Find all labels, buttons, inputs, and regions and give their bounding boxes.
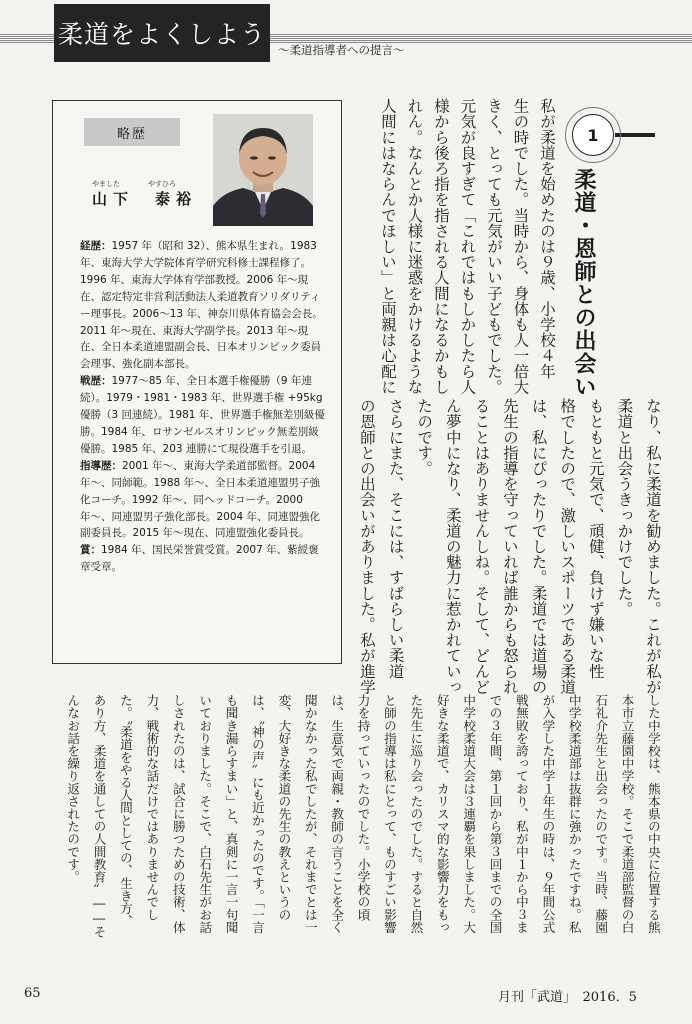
bio-entry-label: 経歴： (80, 240, 112, 252)
text-column: 力を持っていったのでした。小学校の頃 (355, 694, 371, 921)
text-column: 中学校柔道部は抜群に強かったですね。私 (566, 694, 582, 934)
bio-entry (80, 373, 325, 458)
text-column: いておりました。そこで、白石先生がお話 (197, 694, 213, 934)
bio-entry-text: 1977〜85 年、全日本選手権優勝（9 年連続）。1979・1981・1983 年、世界選手権 +95kg 優勝（3 回連続）。1981 年、世界選手権無差別級優勝。1984 年、ロサンゼルスオリンピック無差別級優勝。1985 年、203 連勝にて現役選手を引退。 (80, 375, 325, 455)
bio-entry (80, 458, 325, 543)
text-column: は、〝神の声〟にも近かったのです。「一言 (249, 694, 265, 934)
text-column: たのです。 (415, 398, 434, 476)
text-column: 元気が良すぎて「これではもしかしたら人 (458, 98, 477, 395)
bio-name-kana-family: やました (92, 180, 120, 188)
bio-entry-text: 1984 年、国民栄誉賞受賞。2007 年、紫綬褒章受章。 (80, 544, 319, 574)
bio-entry (80, 542, 325, 576)
bio-entry-text: 2001 年〜、東海大学柔道部監督。2004 年〜、同師範。1988 年〜、全日本柔道連盟男子強化コーチ。1992 年〜、同ヘッドコーチ。2000 年〜、同連盟男子強化部長。2004 年、同連盟強化副委員長。2015 年〜現在、同連盟強化委員長。 (80, 459, 321, 540)
text-column: 変、大好きな柔道の先生の教えというの (276, 694, 292, 921)
text-column: 聞かなかった私でしたが、それまでとは一 (302, 694, 318, 934)
text-column: と師の指導は私にとって、ものすごい影響 (381, 694, 397, 934)
text-column: んなお話を繰り返されたのです。 (65, 694, 81, 883)
text-column: さらにまた、そこには、すばらしい柔道 (386, 398, 405, 679)
text-column: 人間にはならんでほしい」と両親は心配に (379, 98, 397, 395)
bio-heading: 略歴 (84, 118, 180, 146)
text-column: 柔道と出会うきっかけでした。 (615, 398, 634, 617)
portrait-image (213, 114, 313, 226)
text-column: しされたのは、試合に勝つための技術、体 (170, 694, 186, 934)
text-column: も聞き漏らすまい」と、真剣に一言一句聞 (223, 694, 239, 934)
bio-entry-label: 戦歴： (80, 375, 112, 388)
article-title: 柔道・恩師との出会い (571, 168, 596, 398)
text-column: 私が柔道を始めたのは９歳、小学校４年 (538, 98, 556, 379)
text-column: は、私にぴったりでした。柔道では道場の (529, 398, 548, 694)
text-column: した中学校は、熊本県の中央に位置する熊 (645, 694, 661, 934)
text-column: れん。なんとか人様に迷惑をかけるような (405, 98, 424, 395)
text-column: ん夢中になり、柔道の魅力に惹かれていっ (443, 398, 462, 694)
bio-entry-text: 1957 年（昭和 32）、熊本県生まれ。1983 年、東海大学大学院体育学研究科修士課程修了。1996 年、東海大学体育学部教授。2006 年〜現在、認定特定非営利活動法人柔道教育ソリダリティー理事長。2006〜13 年、神奈川県体育協会会長。2011 年〜現在、東海大学副学長。2013 年〜現在、全日本柔道連盟副会長、日本オリンピック委員会理事、強化副本部長。 (80, 240, 323, 371)
text-column: での３年間、第１回から第３回までの全国 (487, 694, 503, 934)
text-column: あり方、柔道を通しての人間教育〟――そ (91, 694, 107, 939)
magazine-issue: 月刊「武道」 2016．5 (498, 990, 637, 1005)
text-column: 格でしたので、激しいスポーツである柔道 (558, 398, 577, 694)
badge-flag (615, 133, 655, 137)
article-number-badge: 1 (572, 114, 614, 156)
text-column: 本市立藤園中学校。そこで柔道部監督の白 (619, 694, 635, 934)
text-column: た。〝柔道をやる人間としての、生き方、 (117, 694, 133, 928)
text-column: 戦無敗を誇っており、私が中１から中３ま (513, 694, 529, 934)
text-column: なり、私に柔道を勧めました。これが私が (643, 398, 662, 694)
bio-name-kana-given: やすひろ (148, 180, 176, 188)
text-column: 様から後ろ指を指される人間になるかもし (432, 98, 450, 395)
series-subtitle: 〜柔道指導者への提言〜 (278, 43, 405, 57)
text-column: 生の時でした。当時から、身体も人一倍大 (511, 98, 530, 395)
text-column: た先生に巡り会ったのでした。すると自然 (408, 694, 424, 934)
text-column: が入学した中学１年生の時は、９年間公式 (540, 694, 556, 934)
bio-entry (80, 238, 325, 373)
text-column: 石礼介先生と出会ったのです。当時、藤園 (593, 694, 609, 934)
text-column: は、生意気で両親・教師の言うことを全く (329, 694, 345, 934)
bio-name: 山下 泰裕 (92, 190, 198, 208)
author-photo (213, 114, 313, 226)
text-column: 力、戦術的な話だけではありませんでし (144, 694, 160, 921)
text-column: きく、とっても元気がいい子どもでした。 (485, 98, 503, 395)
text-column: の恩師との出会いがありました。私が進学 (357, 398, 376, 694)
text-column: 好きな柔道で、カリスマ的な影響力をもっ (434, 694, 450, 934)
page-number: 65 (24, 986, 41, 1001)
bio-entry-label: 賞： (80, 544, 101, 557)
text-column: 中学校柔道大会は３連覇を果しました。大 (461, 694, 477, 934)
text-column: 先生の指導を守っていれば誰からも怒られ (500, 398, 519, 694)
bio-entries (80, 238, 325, 576)
bio-entry-label: 指導歴： (80, 459, 122, 472)
text-column: もともと元気で、頑健、負けず嫌いな性 (586, 398, 605, 679)
text-column: ることはありませんしね。そして、どんど (472, 398, 491, 694)
series-title: 柔道をよくしよう (54, 4, 270, 62)
